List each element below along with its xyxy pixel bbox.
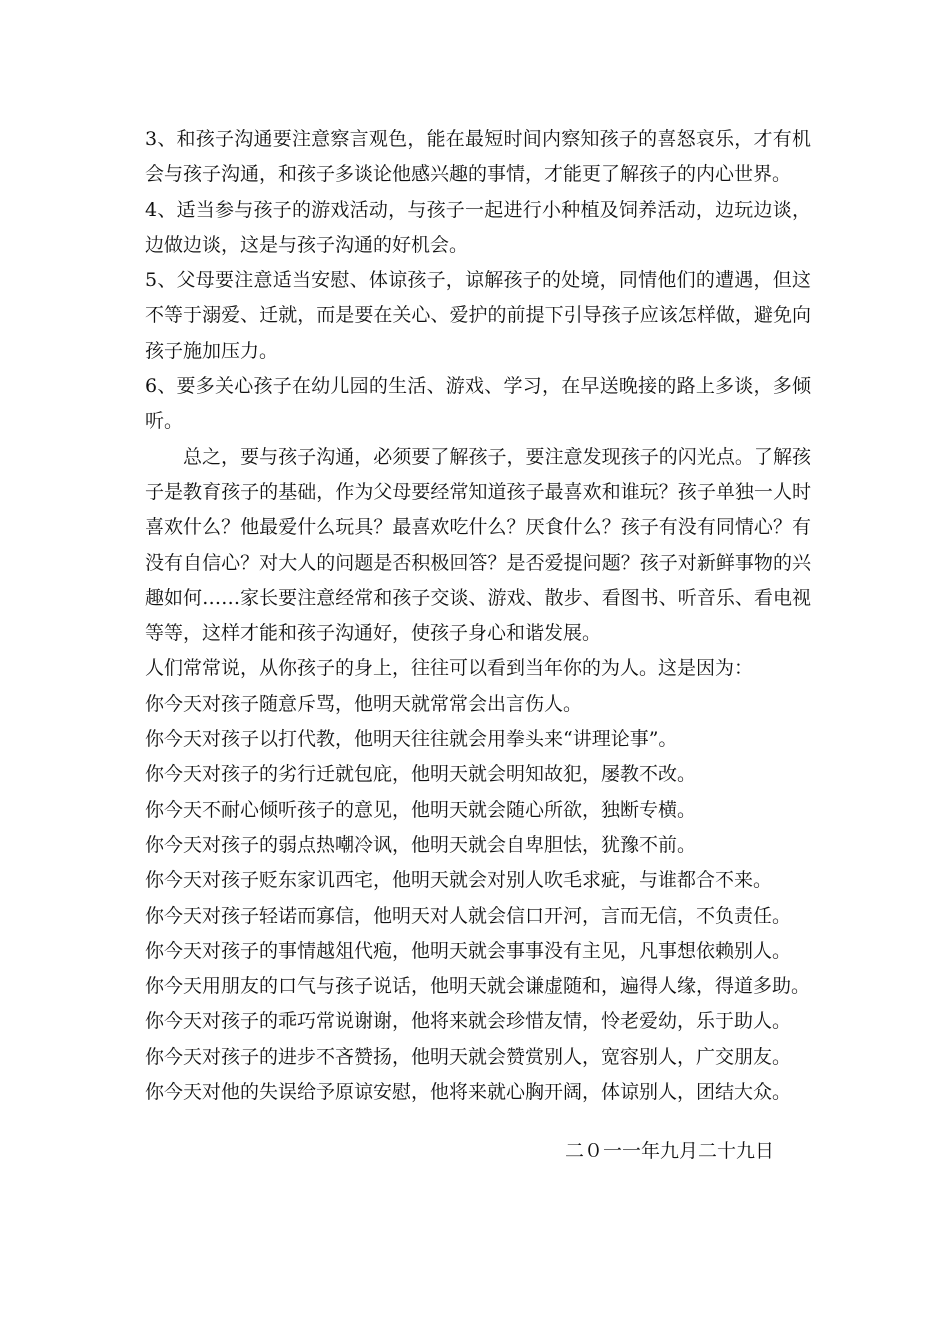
paragraph-line: 你今天对孩子的事情越俎代疱，他明天就会事事没有主见，凡事想依赖别人。 <box>145 939 792 962</box>
paragraph-tip-5: 5、父母要注意适当安慰、体谅孩子，谅解孩子的处境，同情他们的遭遇，但这不等于溺爱、迁就，而是要在关心、爱护的前提下引导孩子应该怎样做，避免向孩子施加压力。 <box>145 269 811 362</box>
paragraph-line: 你今天对孩子以打代教，他明天往往就会用拳头来“讲理论事”。 <box>145 728 678 751</box>
paragraph-line: 你今天对他的失误给予原谅安慰，他将来就心胸开阔，体谅别人，团结大众。 <box>145 1081 792 1104</box>
paragraph-intro: 人们常常说，从你孩子的身上，往往可以看到当年你的为人。这是因为： <box>145 657 754 680</box>
paragraph-line: 你今天对孩子轻诺而寡信，他明天对人就会信口开河，言而无信，不负责任。 <box>145 904 792 927</box>
paragraph-line: 你今天用朋友的口气与孩子说话，他明天就会谦虚随和，遍得人缘，得道多助。 <box>145 975 811 998</box>
paragraph-tip-4: 4、适当参与孩子的游戏活动，与孩子一起进行小种植及饲养活动，边玩边谈，边做边谈，这是与孩子沟通的好机会。 <box>145 198 811 256</box>
paragraph-summary: 总之，要与孩子沟通，必须要了解孩子，要注意发现孩子的闪光点。了解孩子是教育孩子的基础，作为父母要经常知道孩子最喜欢和谁玩？孩子单独一人时喜欢什么？他最爱什么玩具？最喜欢吃什么？厌食什么？孩子有没有同情心？有没有自信心？对大人的问题是否积极回答？是否爱提问题？孩子对新鲜事物的兴趣如何……家长要注意经常和孩子交谈、游戏、散步、看图书、听音乐、看电视等等，这样才能和孩子沟通好，使孩子身心和谐发展。 <box>145 445 811 645</box>
paragraph-tip-6: 6、要多关心孩子在幼儿园的生活、游戏、学习，在早送晚接的路上多谈，多倾听。 <box>145 375 811 433</box>
document-date: 二０一一年九月二十九日 <box>565 1140 775 1162</box>
paragraph-line: 你今天不耐心倾听孩子的意见，他明天就会随心所欲，独断专横。 <box>145 798 697 821</box>
paragraph-tip-3: 3、和孩子沟通要注意察言观色，能在最短时间内察知孩子的喜怒哀乐，才有机会与孩子沟通，和孩子多谈论他感兴趣的事情，才能更了解孩子的内心世界。 <box>145 128 811 186</box>
paragraph-line: 你今天对孩子的劣行迁就包庇，他明天就会明知故犯，屡教不改。 <box>145 763 697 786</box>
paragraph-line: 你今天对孩子随意斥骂，他明天就常常会出言伤人。 <box>145 692 583 715</box>
paragraph-line: 你今天对孩子的乖巧常说谢谢，他将来就会珍惜友情，怜老爱幼，乐于助人。 <box>145 1010 792 1033</box>
paragraph-line: 你今天对孩子的进步不吝赞扬，他明天就会赞赏别人，宽容别人，广交朋友。 <box>145 1045 792 1068</box>
paragraph-line: 你今天对孩子贬东家讥西宅，他明天就会对别人吹毛求疵，与谁都合不来。 <box>145 869 773 892</box>
paragraph-line: 你今天对孩子的弱点热嘲冷讽，他明天就会自卑胆怯，犹豫不前。 <box>145 833 697 856</box>
document-body <box>145 122 811 1110</box>
